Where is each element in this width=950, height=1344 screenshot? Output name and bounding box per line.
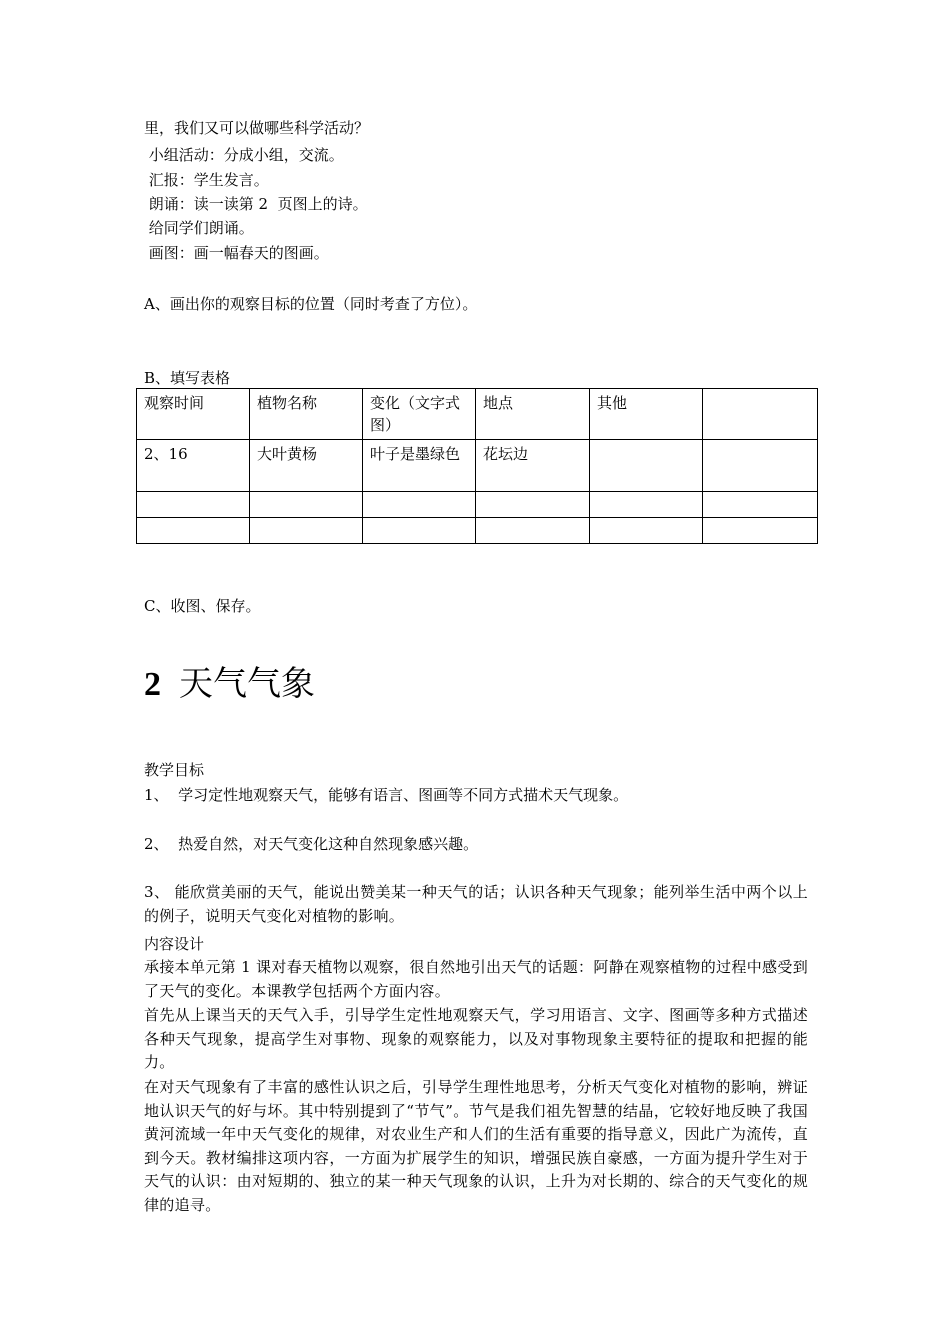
step-b: B、填写表格 [144,369,231,387]
table-header-cell: 变化（文字式图） [363,389,476,440]
table-cell: 叶子是墨绿色 [363,440,476,492]
activity-line-1: 里，我们又可以做哪些科学活动？ [144,119,370,137]
table-header-cell: 植物名称 [250,389,363,440]
goals-heading: 教学目标 [144,761,205,779]
activity-line-4: 朗诵：读一读第 2 页图上的诗。 [144,195,368,213]
table-cell [703,440,818,492]
step-c: C、收图、保存。 [144,597,261,615]
section-title-text: 天气气象 [179,664,315,704]
table-header-cell [703,389,818,440]
table-cell [250,518,363,544]
table-cell [590,518,703,544]
content-heading: 内容设计 [144,935,205,953]
table-header-cell: 其他 [590,389,703,440]
table-cell [250,492,363,518]
goal-item-3: 3、 能欣赏美丽的天气，能说出赞美某一种天气的话；认识各种天气现象；能列举生活中两个以上的例子，说明天气变化对植物的影响。 [144,883,808,925]
table-cell: 大叶黄杨 [250,440,363,492]
table-cell [703,492,818,518]
table-header-cell: 地点 [476,389,590,440]
table-cell [590,492,703,518]
content-paragraph-1: 承接本单元第 1 课对春天植物以观察，很自然地引出天气的话题：阿静在观察植物的过程中感受到了天气的变化。本课教学包括两个方面内容。 [144,958,808,1000]
table-cell [363,492,476,518]
table-row [137,518,818,544]
table-cell [590,440,703,492]
step-a: A、画出你的观察目标的位置（同时考查了方位）。 [144,295,478,313]
table-cell [476,518,590,544]
content-paragraph-2: 首先从上课当天的天气入手，引导学生定性地观察天气，学习用语言、文字、图画等多种方式描述各种天气现象，提高学生对事物、现象的观察能力，以及对事物现象主要特征的提取和把握的能力。 [144,1006,808,1071]
table-header-row [137,389,818,440]
table-row [137,492,818,518]
activity-line-5: 给同学们朗诵。 [144,219,254,237]
table-cell [363,518,476,544]
goal-item-2: 2、 热爱自然，对天气变化这种自然现象感兴趣。 [144,835,479,853]
table-cell [137,492,250,518]
activity-line-2: 小组活动：分成小组，交流。 [144,146,344,164]
activity-line-6: 画图：画一幅春天的图画。 [144,244,329,262]
table-cell [476,492,590,518]
section-number: 2 [144,666,161,703]
section-title [144,662,315,707]
table-header-cell: 观察时间 [137,389,250,440]
table-cell: 2、16 [137,440,250,492]
table-row [137,440,818,492]
observation-table [136,388,818,544]
activity-line-3: 汇报：学生发言。 [144,171,269,189]
goal-item-1: 1、 学习定性地观察天气，能够有语言、图画等不同方式描术天气现象。 [144,786,629,804]
table-cell [137,518,250,544]
table-cell: 花坛边 [476,440,590,492]
content-paragraph-3: 在对天气现象有了丰富的感性认识之后，引导学生理性地思考，分析天气变化对植物的影响，辨证地认识天气的好与坏。其中特别提到了“节气”。节气是我们祖先智慧的结晶，它较好地反映了我国黄河流域一年中天气变化的规律，对农业生产和人们的生活有重要的指导意义，因此广为流传，直到今天。教材编排这项内容，一方面为扩展学生的知识，增强民族自豪感，一方面为提升学生对于天气的认识：由对短期的、独立的某一种天气现象的认识，上升为对长期的、综合的天气变化的规律的追寻。 [144,1078,808,1214]
table-cell [703,518,818,544]
